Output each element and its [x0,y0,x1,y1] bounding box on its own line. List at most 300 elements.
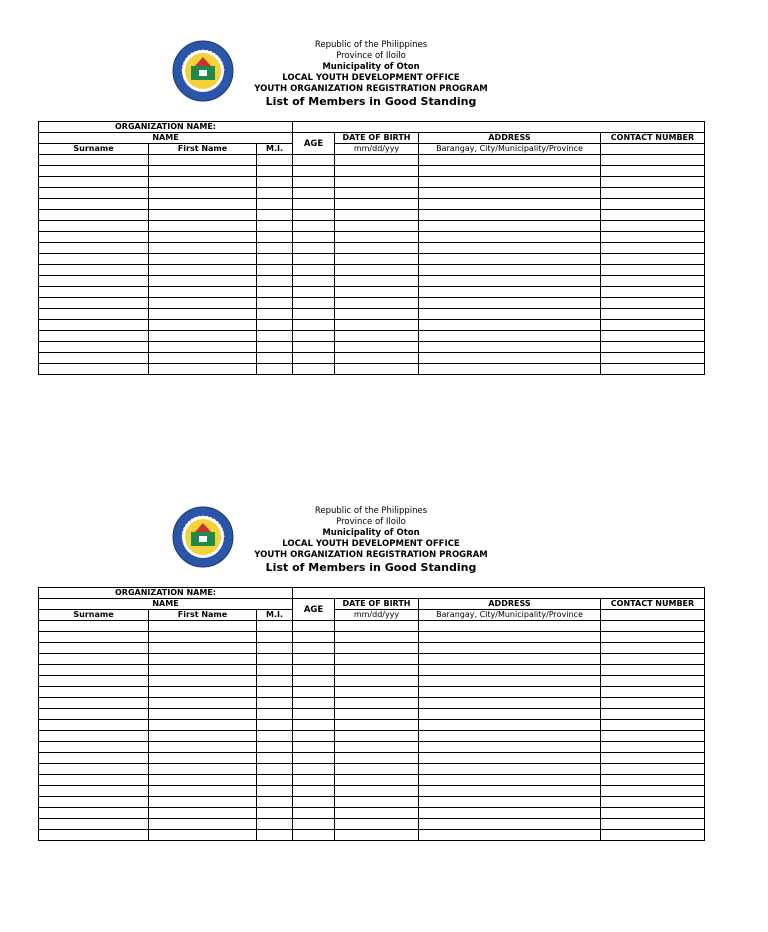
address-cell[interactable] [419,731,601,742]
organization-name-field[interactable] [293,588,705,599]
surname-cell[interactable] [39,155,149,166]
first-name-cell[interactable] [149,199,257,210]
contact-cell[interactable] [601,665,705,676]
age-cell[interactable] [293,199,335,210]
age-cell[interactable] [293,342,335,353]
surname-cell[interactable] [39,298,149,309]
mi-cell[interactable] [257,155,293,166]
address-cell[interactable] [419,830,601,841]
contact-cell[interactable] [601,221,705,232]
dob-cell[interactable] [335,632,419,643]
surname-cell[interactable] [39,830,149,841]
organization-name-label: ORGANIZATION NAME: [39,122,293,133]
first-name-cell[interactable] [149,643,257,654]
header-line-province: Province of Iloilo [336,517,406,527]
mi-cell[interactable] [257,676,293,687]
address-cell[interactable] [419,166,601,177]
mi-cell[interactable] [257,775,293,786]
first-name-cell[interactable] [149,364,257,375]
contact-cell[interactable] [601,320,705,331]
mi-cell[interactable] [257,830,293,841]
contact-cell[interactable] [601,819,705,830]
contact-cell[interactable] [601,654,705,665]
dob-cell[interactable] [335,731,419,742]
contact-cell[interactable] [601,287,705,298]
first-name-cell[interactable] [149,309,257,320]
dob-cell[interactable] [335,698,419,709]
age-cell[interactable] [293,320,335,331]
dob-cell[interactable] [335,621,419,632]
contact-cell[interactable] [601,364,705,375]
surname-cell[interactable] [39,364,149,375]
contact-cell[interactable] [601,199,705,210]
surname-cell[interactable] [39,665,149,676]
contact-cell[interactable] [601,643,705,654]
age-cell[interactable] [293,665,335,676]
contact-cell[interactable] [601,742,705,753]
dob-cell[interactable] [335,166,419,177]
age-cell[interactable] [293,643,335,654]
contact-cell[interactable] [601,687,705,698]
address-cell[interactable] [419,742,601,753]
table-row [39,775,705,786]
address-cell[interactable] [419,287,601,298]
mi-cell[interactable] [257,232,293,243]
age-cell[interactable] [293,786,335,797]
age-cell[interactable] [293,819,335,830]
contact-cell[interactable] [601,830,705,841]
age-cell[interactable] [293,166,335,177]
surname-cell[interactable] [39,643,149,654]
contact-cell[interactable] [601,764,705,775]
mi-cell[interactable] [257,276,293,287]
age-cell[interactable] [293,353,335,364]
address-cell[interactable] [419,243,601,254]
mi-cell[interactable] [257,621,293,632]
first-name-cell[interactable] [149,342,257,353]
surname-cell[interactable] [39,676,149,687]
first-name-cell[interactable] [149,764,257,775]
surname-cell[interactable] [39,331,149,342]
mi-cell[interactable] [257,643,293,654]
address-cell[interactable] [419,320,601,331]
first-name-cell[interactable] [149,654,257,665]
address-cell[interactable] [419,342,601,353]
surname-cell[interactable] [39,199,149,210]
table-row [39,188,705,199]
surname-cell[interactable] [39,808,149,819]
first-name-cell[interactable] [149,353,257,364]
first-name-cell[interactable] [149,709,257,720]
dob-cell[interactable] [335,643,419,654]
surname-cell[interactable] [39,243,149,254]
surname-cell[interactable] [39,742,149,753]
address-cell[interactable] [419,298,601,309]
age-cell[interactable] [293,364,335,375]
mi-cell[interactable] [257,786,293,797]
mi-cell[interactable] [257,342,293,353]
address-cell[interactable] [419,353,601,364]
address-cell[interactable] [419,797,601,808]
table-row [39,764,705,775]
dob-cell[interactable] [335,298,419,309]
surname-cell[interactable] [39,775,149,786]
table-row [39,254,705,265]
address-cell[interactable] [419,232,601,243]
dob-cell[interactable] [335,665,419,676]
dob-cell[interactable] [335,309,419,320]
first-name-cell[interactable] [149,287,257,298]
contact-cell[interactable] [601,676,705,687]
first-name-cell[interactable] [149,665,257,676]
address-cell[interactable] [419,775,601,786]
contact-cell[interactable] [601,698,705,709]
dob-cell[interactable] [335,232,419,243]
header-line-republic: Republic of the Philippines [314,506,428,516]
mi-cell[interactable] [257,221,293,232]
surname-cell[interactable] [39,265,149,276]
contact-cell[interactable] [601,254,705,265]
address-cell[interactable] [419,764,601,775]
dob-cell[interactable] [335,221,419,232]
address-cell[interactable] [419,709,601,720]
mi-cell[interactable] [257,742,293,753]
dob-cell[interactable] [335,720,419,731]
mi-cell[interactable] [257,287,293,298]
first-name-cell[interactable] [149,819,257,830]
mi-cell[interactable] [257,199,293,210]
first-name-cell[interactable] [149,687,257,698]
mi-cell[interactable] [257,166,293,177]
contact-cell[interactable] [601,720,705,731]
first-name-cell[interactable] [149,232,257,243]
contact-cell[interactable] [601,331,705,342]
dob-cell[interactable] [335,797,419,808]
address-cell[interactable] [419,309,601,320]
surname-cell[interactable] [39,698,149,709]
age-cell[interactable] [293,698,335,709]
age-cell[interactable] [293,621,335,632]
mi-cell[interactable] [257,632,293,643]
mi-cell[interactable] [257,687,293,698]
contact-cell[interactable] [601,621,705,632]
address-cell[interactable] [419,265,601,276]
contact-cell[interactable] [601,210,705,221]
members-table [38,587,705,841]
age-cell[interactable] [293,155,335,166]
mi-cell[interactable] [257,753,293,764]
address-cell[interactable] [419,331,601,342]
contact-cell[interactable] [601,309,705,320]
dob-cell[interactable] [335,287,419,298]
address-cell[interactable] [419,808,601,819]
surname-cell[interactable] [39,177,149,188]
dob-cell[interactable] [335,188,419,199]
first-name-cell[interactable] [149,188,257,199]
dob-cell[interactable] [335,687,419,698]
age-cell[interactable] [293,210,335,221]
contact-cell[interactable] [601,155,705,166]
mi-cell[interactable] [257,731,293,742]
contact-cell[interactable] [601,731,705,742]
address-cell[interactable] [419,199,601,210]
address-cell[interactable] [419,210,601,221]
dob-cell[interactable] [335,830,419,841]
mi-cell[interactable] [257,797,293,808]
contact-cell[interactable] [601,709,705,720]
address-cell[interactable] [419,632,601,643]
first-name-cell[interactable] [149,808,257,819]
surname-cell[interactable] [39,797,149,808]
address-cell[interactable] [419,188,601,199]
contact-cell[interactable] [601,797,705,808]
surname-cell[interactable] [39,210,149,221]
dob-cell[interactable] [335,155,419,166]
table-row [39,309,705,320]
mi-cell[interactable] [257,698,293,709]
first-name-cell[interactable] [149,621,257,632]
members-table [38,121,705,375]
table-row [39,232,705,243]
first-name-cell[interactable] [149,775,257,786]
age-cell[interactable] [293,287,335,298]
mi-cell[interactable] [257,709,293,720]
contact-cell[interactable] [601,298,705,309]
surname-cell[interactable] [39,342,149,353]
dob-cell[interactable] [335,177,419,188]
contact-cell[interactable] [601,775,705,786]
first-name-cell[interactable] [149,676,257,687]
dob-cell[interactable] [335,654,419,665]
age-cell[interactable] [293,742,335,753]
contact-cell[interactable] [601,786,705,797]
surname-cell[interactable] [39,819,149,830]
contact-cell[interactable] [601,342,705,353]
dob-header: DATE OF BIRTH [335,599,419,610]
contact-cell[interactable] [601,166,705,177]
first-name-cell[interactable] [149,320,257,331]
age-cell[interactable] [293,188,335,199]
mi-cell[interactable] [257,764,293,775]
contact-cell[interactable] [601,177,705,188]
age-cell[interactable] [293,808,335,819]
address-cell[interactable] [419,819,601,830]
surname-cell[interactable] [39,632,149,643]
first-name-cell[interactable] [149,276,257,287]
mi-cell[interactable] [257,353,293,364]
address-cell[interactable] [419,254,601,265]
surname-cell[interactable] [39,753,149,764]
mi-cell[interactable] [257,364,293,375]
first-name-cell[interactable] [149,155,257,166]
first-name-cell[interactable] [149,243,257,254]
dob-cell[interactable] [335,676,419,687]
address-cell[interactable] [419,155,601,166]
mi-cell[interactable] [257,298,293,309]
age-cell[interactable] [293,331,335,342]
address-cell[interactable] [419,698,601,709]
table-row [39,643,705,654]
surname-cell[interactable] [39,709,149,720]
mi-cell[interactable] [257,331,293,342]
dob-cell[interactable] [335,243,419,254]
age-cell[interactable] [293,177,335,188]
age-cell[interactable] [293,687,335,698]
age-cell[interactable] [293,632,335,643]
address-cell[interactable] [419,177,601,188]
age-cell[interactable] [293,254,335,265]
dob-cell[interactable] [335,775,419,786]
surname-cell[interactable] [39,687,149,698]
surname-cell[interactable] [39,786,149,797]
contact-cell[interactable] [601,353,705,364]
first-name-cell[interactable] [149,698,257,709]
table-row [39,687,705,698]
address-cell[interactable] [419,665,601,676]
surname-cell[interactable] [39,720,149,731]
address-cell[interactable] [419,753,601,764]
age-cell[interactable] [293,764,335,775]
dob-cell[interactable] [335,753,419,764]
age-cell[interactable] [293,797,335,808]
dob-cell[interactable] [335,320,419,331]
age-cell[interactable] [293,309,335,320]
age-cell[interactable] [293,676,335,687]
first-name-cell[interactable] [149,753,257,764]
first-name-cell[interactable] [149,166,257,177]
mi-cell[interactable] [257,265,293,276]
address-cell[interactable] [419,786,601,797]
age-cell[interactable] [293,265,335,276]
dob-cell[interactable] [335,709,419,720]
surname-cell[interactable] [39,232,149,243]
age-cell[interactable] [293,243,335,254]
address-cell[interactable] [419,364,601,375]
mi-cell[interactable] [257,243,293,254]
age-cell[interactable] [293,731,335,742]
first-name-cell[interactable] [149,731,257,742]
first-name-cell[interactable] [149,331,257,342]
age-cell[interactable] [293,654,335,665]
mi-cell[interactable] [257,819,293,830]
dob-cell[interactable] [335,331,419,342]
first-name-cell[interactable] [149,797,257,808]
contact-cell[interactable] [601,632,705,643]
dob-cell[interactable] [335,742,419,753]
contact-cell[interactable] [601,808,705,819]
table-row [39,155,705,166]
age-cell[interactable] [293,830,335,841]
contact-cell[interactable] [601,276,705,287]
mi-cell[interactable] [257,665,293,676]
dob-cell[interactable] [335,764,419,775]
age-cell[interactable] [293,232,335,243]
first-name-cell[interactable] [149,742,257,753]
surname-cell[interactable] [39,276,149,287]
mi-cell[interactable] [257,177,293,188]
address-cell[interactable] [419,654,601,665]
age-cell[interactable] [293,720,335,731]
contact-cell[interactable] [601,232,705,243]
surname-cell[interactable] [39,166,149,177]
first-name-cell[interactable] [149,254,257,265]
dob-cell[interactable] [335,353,419,364]
surname-cell[interactable] [39,221,149,232]
address-cell[interactable] [419,276,601,287]
first-name-cell[interactable] [149,298,257,309]
dob-cell[interactable] [335,265,419,276]
first-name-cell[interactable] [149,177,257,188]
age-cell[interactable] [293,709,335,720]
contact-cell[interactable] [601,265,705,276]
surname-cell[interactable] [39,320,149,331]
address-cell[interactable] [419,221,601,232]
mi-cell[interactable] [257,254,293,265]
surname-cell[interactable] [39,254,149,265]
contact-cell[interactable] [601,188,705,199]
address-cell[interactable] [419,687,601,698]
mi-cell[interactable] [257,210,293,221]
dob-cell[interactable] [335,808,419,819]
mi-cell[interactable] [257,309,293,320]
address-cell[interactable] [419,621,601,632]
first-name-cell[interactable] [149,632,257,643]
dob-cell[interactable] [335,342,419,353]
address-header: ADDRESS [419,599,601,610]
first-name-cell[interactable] [149,265,257,276]
dob-cell[interactable] [335,819,419,830]
dob-cell[interactable] [335,786,419,797]
dob-cell[interactable] [335,210,419,221]
age-cell[interactable] [293,753,335,764]
mi-cell[interactable] [257,720,293,731]
dob-cell[interactable] [335,199,419,210]
surname-cell[interactable] [39,309,149,320]
contact-cell[interactable] [601,243,705,254]
mi-cell[interactable] [257,654,293,665]
surname-cell[interactable] [39,188,149,199]
first-name-cell[interactable] [149,221,257,232]
surname-cell[interactable] [39,287,149,298]
first-name-cell[interactable] [149,786,257,797]
mi-cell[interactable] [257,808,293,819]
dob-cell[interactable] [335,254,419,265]
address-cell[interactable] [419,643,601,654]
address-cell[interactable] [419,720,601,731]
surname-cell[interactable] [39,764,149,775]
surname-cell[interactable] [39,654,149,665]
age-cell[interactable] [293,298,335,309]
first-name-cell[interactable] [149,720,257,731]
organization-name-field[interactable] [293,122,705,133]
table-row [39,166,705,177]
first-name-cell[interactable] [149,210,257,221]
age-cell[interactable] [293,221,335,232]
address-cell[interactable] [419,676,601,687]
mi-cell[interactable] [257,320,293,331]
age-cell[interactable] [293,775,335,786]
mi-cell[interactable] [257,188,293,199]
first-name-cell[interactable] [149,830,257,841]
contact-cell[interactable] [601,753,705,764]
dob-cell[interactable] [335,276,419,287]
surname-cell[interactable] [39,731,149,742]
surname-cell[interactable] [39,353,149,364]
dob-format-hint: mm/dd/yyy [335,144,419,155]
dob-cell[interactable] [335,364,419,375]
age-cell[interactable] [293,276,335,287]
surname-cell[interactable] [39,621,149,632]
